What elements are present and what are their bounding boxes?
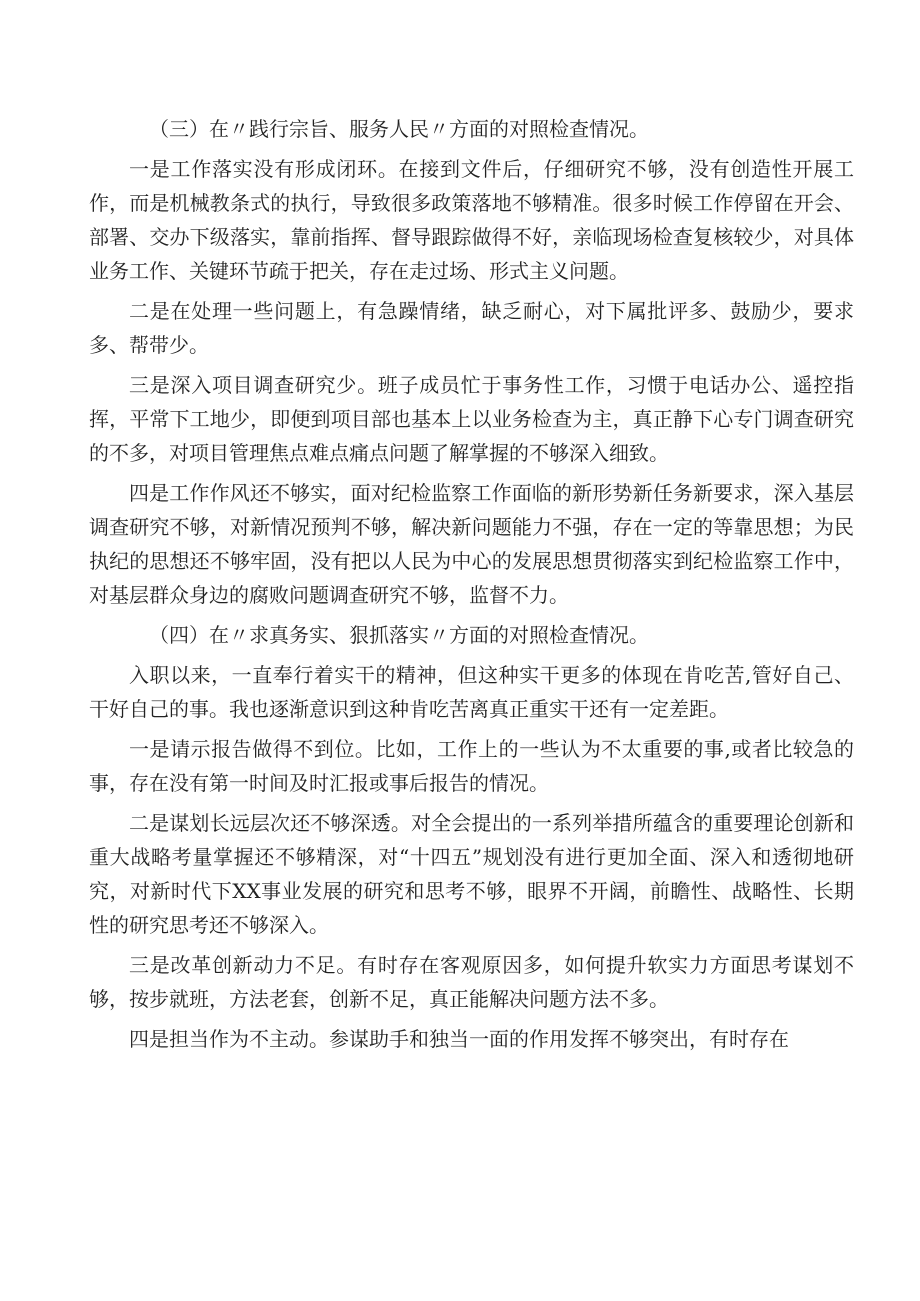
- section-heading-4: （四）在〃求真务实、狠抓落实〃方面的对照检查情况。: [149, 623, 649, 647]
- paragraph: 二是在处理一些问题上，有急躁情绪，缺乏耐心，对下属批评多、鼓励少，要求多、帮带少。: [89, 299, 854, 357]
- paragraph: 一是工作落实没有形成闭环。在接到文件后，仔细研究不够，没有创造性开展工作，而是机械教条式的执行，导致很多政策落地不够精准。很多时候工作停留在开会、部署、交办下级落实，靠前指挥、督导跟踪做得不好，亲临现场检查复核较少，对具体业务工作、关键环节疏于把关，存在走过场、形式主义问题。: [89, 157, 854, 283]
- paragraph: 三是改革创新动力不足。有时存在客观原因多，如何提升软实力方面思考谋划不够，按步就班，方法老套，创新不足，真正能解决问题方法不多。: [89, 953, 854, 1011]
- paragraph: 二是谋划长远层次还不够深透。对全会提出的一系列举措所蕴含的重要理论创新和重大战略考量掌握还不够精深，对“十四五”规划没有进行更加全面、深入和透彻地研究，对新时代下XX事业发展的研究和思考不够，眼界不开阔，前瞻性、战略性、长期性的研究思考还不够深入。: [89, 811, 854, 937]
- paragraph: 一是请示报告做得不到位。比如，工作上的一些认为不太重要的事,或者比较急的事，存在没有第一时间及时汇报或事后报告的情况。: [89, 737, 854, 795]
- paragraph: 三是深入项目调查研究少。班子成员忙于事务性工作，习惯于电话办公、遥控指挥，平常下工地少，即便到项目部也基本上以业务检查为主，真正静下心专门调查研究的不多，对项目管理焦点难点痛点问题了解掌握的不够深入细致。: [89, 373, 854, 465]
- section-heading-3: （三）在〃践行宗旨、服务人民〃方面的对照检查情况。: [149, 117, 649, 141]
- paragraph: 四是工作作风还不够实，面对纪检监察工作面临的新形势新任务新要求，深入基层调查研究不够，对新情况预判不够，解决新问题能力不强，存在一定的等靠思想；为民执纪的思想还不够牢固，没有把以人民为中心的发展思想贯彻落实到纪检监察工作中，对基层群众身边的腐败问题调查研究不够，监督不力。: [89, 481, 854, 607]
- paragraph: 四是担当作为不主动。参谋助手和独当一面的作用发挥不够突出，有时存在: [129, 1027, 789, 1051]
- paragraph: 入职以来，一直奉行着实干的精神，但这种实干更多的体现在肯吃苦,管好自己、干好自己的事。我也逐渐意识到这种肯吃苦离真正重实干还有一定差距。: [89, 663, 854, 721]
- document-body: [89, 112, 854, 1062]
